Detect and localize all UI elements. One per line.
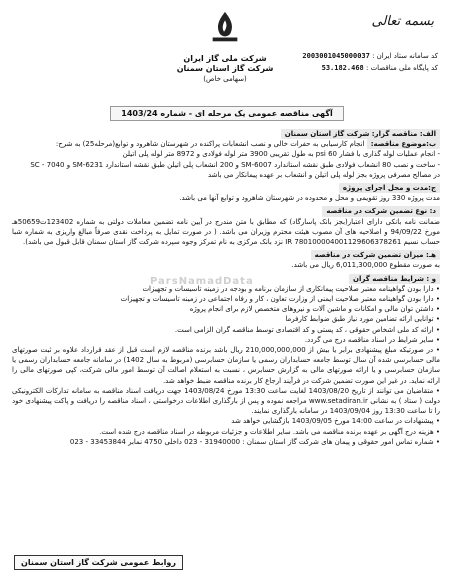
company-line3: (سهامی خاص)	[203, 75, 247, 83]
section-i-text: • پیشنهادات در ساعت 14:00 مورخ 1403/09/05 بازگشایی خواهد شد	[12, 416, 440, 426]
section-j-text: • هزینه درج آگهی بر عهده برنده مناقصه می باشد. سایر اطلاعات و جزئیات مربوطه در اسناد مناقصه درج شده است.	[12, 427, 440, 437]
section-f-title: و : شرایط مناقصه گران	[349, 274, 440, 284]
company-name	[170, 54, 280, 84]
condition-item: • توانایی ارائه تضامین مورد نیاز طبق ضوابط کارفرما	[12, 314, 440, 324]
tender-number-label: کد سامانه ستاد ایران :	[372, 52, 438, 60]
section-b-text: انجام کارسیابی به حفرات خالی و نصب انشعابات پراکنده در شهرستان شاهرود و توابع(مرحله25) به شرح:	[55, 140, 365, 149]
section-d	[12, 206, 440, 216]
section-e	[12, 250, 440, 260]
watermark: ParsNamadData	[150, 276, 254, 287]
condition-item: • سایر شرایط در اسناد مناقصه درج می گردد.	[12, 335, 440, 345]
condition-item: • داشتن توان مالی و امکانات و ماشین آلات و نیروهای متخصص لازم برای انجام پروژه	[12, 304, 440, 314]
section-c-text: مدت پروژه 330 روز تقویمی و محل و محدوده در شهرستان شاهرود و توابع آنها می باشد.	[179, 194, 440, 203]
section-e-text: به صورت مقطوع 6,011,300,000 ریال می باشد.	[291, 261, 440, 270]
national-id-label: کد پایگاه ملی مناقصات :	[366, 64, 438, 72]
meta-info	[302, 50, 438, 74]
tender-number-row	[302, 50, 438, 62]
notice-body	[12, 126, 440, 447]
section-c	[12, 183, 440, 193]
section-a	[12, 129, 440, 139]
section-e-title: هـ: میزان تضمین شرکت در مناقصه	[311, 250, 440, 260]
section-b-line1: - انجام عملیات لوله گذاری با فشار 60 psi به طول تقریبی 3900 متر لوله فولادی و 8972 متر لوله پلی اتیلن	[122, 150, 440, 159]
national-id-row	[302, 62, 438, 74]
basmala: بسمه تعالی	[371, 14, 434, 29]
section-b	[12, 139, 440, 149]
tender-number-value: 2003001045000037	[302, 52, 370, 60]
section-h-text: • متقاضیان می توانند از تاریخ 1403/08/20 لغایت ساعت 13:30 مورخ 1403/08/24 جهت دریافت اسناد مناقصه به سامانه تدارکات الکترونیکی دولت ( ستاد ) به نشانی www.setadiran.ir مراجعه نموده و پس از بارگذاری اطلاعات درخواستی ، اسناد مناقصه را دریافت و پاکت پیشنهادی خود را تا ساعت 13:30 روز 1403/09/04 در سامانه بارگذاری نمایند.	[12, 386, 440, 417]
national-id-value: 53.182.468	[321, 64, 364, 72]
condition-item: • دارا بودن گواهینامه معتبر صلاحیت ایمنی از وزارت تعاون ، کار و رفاه اجتماعی در زمینه تاسیسات و تجهیزات	[12, 294, 440, 304]
condition-item: • ارائه کد ملی اشخاص حقوقی ، کد پستی و کد اقتصادی توسط مناقصه گران الزامی است.	[12, 325, 440, 335]
section-a-title: الف: مناقصه گزار: شرکت گاز استان سمنان	[281, 129, 440, 139]
logo-area	[170, 8, 280, 84]
notice-title: آگهی مناقصه عمومی یک مرحله ای - شماره 1403/24	[110, 106, 344, 121]
gas-company-logo-icon	[206, 8, 244, 48]
section-c-title: ج:مدت و محل اجرای پروژه	[339, 183, 440, 193]
section-d-text: ضمانت نامه بانکی دارای اعتبار(بجز بانک پاسارگاد) که مطابق با متن مندرج در آیین نامه تضمین معاملات دولتی به شماره 123402ت50659هـ مورخ 94/09/22 و اصلاحیه های آن مصوب هیئت محترم وزیران می باشد. ( در صورت تمایل به پرداخت نقدی صرفاً مبالغ واریزی به شماره شبا حساب نسیم IR 780100004001129606378261 نزد بانک مرکزی به نام تمرکز وجوه سپرده شرکت گاز استان سمنان قابل قبول می باشد).	[12, 217, 440, 247]
section-f	[12, 274, 440, 284]
footer-signature: روابط عمومی شرکت گاز استان سمنان	[14, 555, 183, 570]
section-k-text: • شماره تماس امور حقوقی و پیمان های شرکت گاز استان سمنان : 31940000 - 023 داخلی 4750 نمابر 33453844 - 023	[12, 437, 440, 447]
company-line2: شرکت گاز استان سمنان	[176, 64, 274, 73]
section-b-line3: در مصالح مصرفی پروژه بجز لوله پلی اتیلن و انشعاب بر عهده پیمانکار می باشد	[207, 170, 440, 179]
section-d-title: د: نوع تضمین شرکت در مناقصه	[322, 206, 440, 216]
section-b-line2: - ساخت و نصب 80 انشعاب فولادی طبق نقشه استاندارد SM-6007 و 200 انشعاب پلی اتیلن طبق نقشه استاندارد SM-6231 و SC - 7040	[30, 160, 440, 169]
condition-item: • دارا بودن گواهینامه معتبر صلاحیت پیمانکاری از سازمان برنامه و بودجه در زمینه تاسیسات و تجهیزات	[12, 284, 440, 294]
section-b-title: ب:موضوع مناقصه:	[367, 139, 440, 149]
company-line1: شرکت ملی گاز ایران	[183, 54, 267, 63]
section-z-text: • در صورتیکه مبلغ پیشنهادی برابر یا بیش از 210,000,000,000 ریال باشد برنده مناقصه لازم است قبل از عقد قرارداد علاوه بر ثبت صورتهای مالی حسابرسی شده آن سال توسط جامعه حسابداران رسمی یا سازمان حسابرسی (مربوط به سال 1402) در سامانه جامعه حسابداران رسمی یا سازمان حسابرسی و یا ارائه صورتهای مالی به گزارش حسابرس ، نسبت به استعلام اصالت آن توسط امور مالی شرکت، کپی صورتهای مالی را ارائه نماید. در غیر این صورت تضمین شرکت در فرآیند ارجاع کار برنده مناقصه ضبط خواهد شد.	[12, 345, 440, 386]
header	[0, 4, 452, 112]
